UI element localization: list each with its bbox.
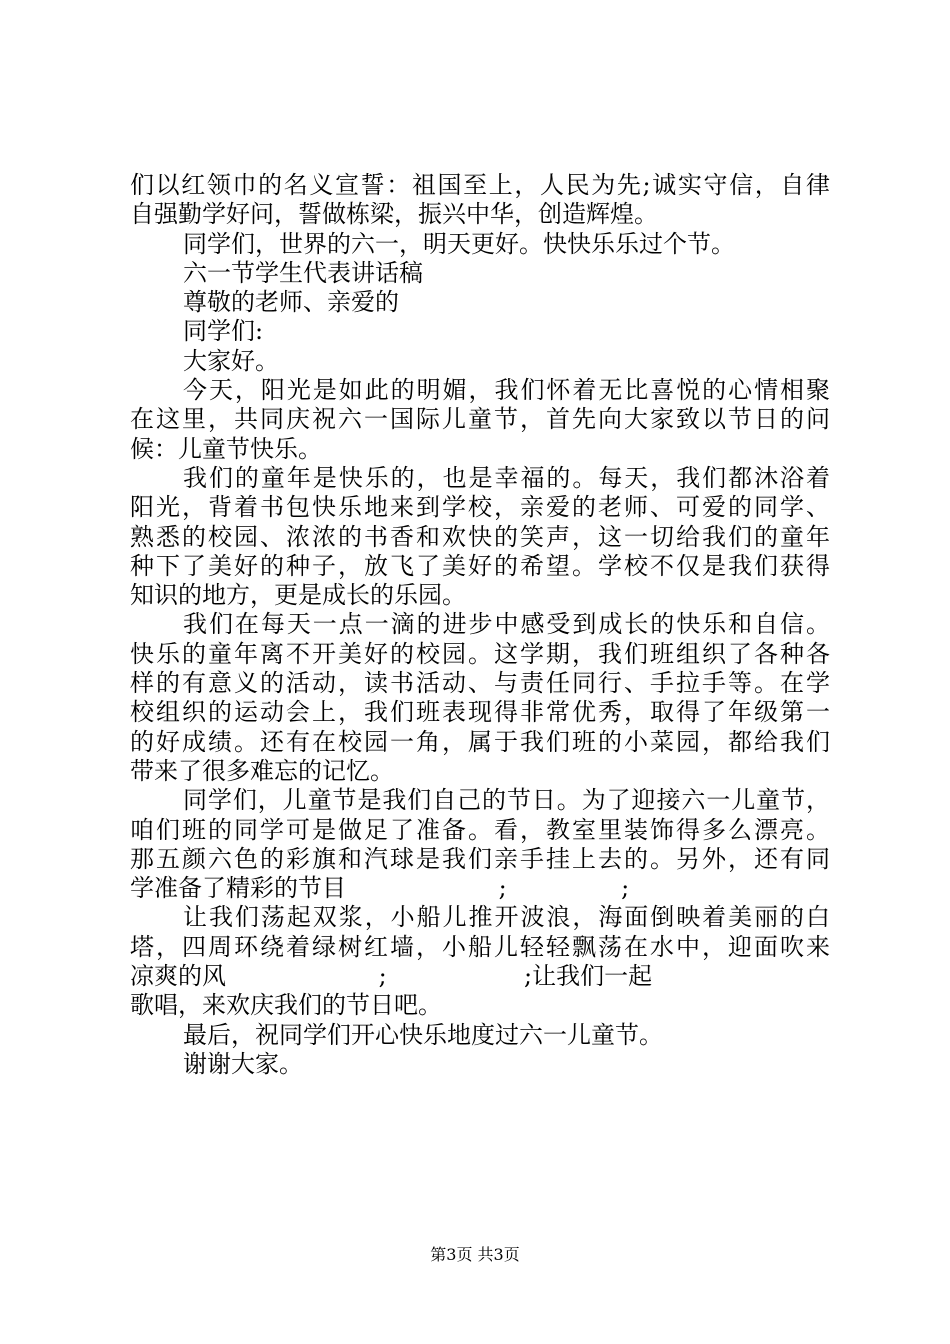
text-line: 尊敬的老师、亲爱的 <box>183 288 399 317</box>
text-line: 学准备了精彩的节目 ; ; <box>130 874 630 903</box>
text-line: 同学们，世界的六一，明天更好。快快乐乐过个节。 <box>183 229 735 258</box>
text-line: 凉爽的风 ; ;让我们一起 <box>130 962 653 991</box>
text-line: 自强勤学好问，誓做栋梁，振兴中华，创造辉煌。 <box>130 200 658 229</box>
text-line: 我们在每天一点一滴的进步中感受到成长的快乐和自信。 <box>183 610 830 639</box>
text-line: 同学们，儿童节是我们自己的节日。为了迎接六一儿童节， <box>183 786 830 815</box>
document-body <box>130 171 830 1079</box>
text-line: 的好成绩。还有在校园一角，属于我们班的小菜园，都给我们 <box>130 727 830 756</box>
text-line: 校组织的运动会上，我们班表现得非常优秀，取得了年级第一 <box>130 698 830 727</box>
text-line: 知识的地方，更是成长的乐园。 <box>130 581 466 610</box>
text-line: 今天，阳光是如此的明媚，我们怀着无比喜悦的心情相聚 <box>183 376 830 405</box>
text-line: 带来了很多难忘的记忆。 <box>130 756 394 785</box>
text-line: 种下了美好的种子，放飞了美好的希望。学校不仅是我们获得 <box>130 551 830 580</box>
text-line: 歌唱，来欢庆我们的节日吧。 <box>130 991 442 1020</box>
text-line: 最后，祝同学们开心快乐地度过六一儿童节。 <box>183 1020 663 1049</box>
text-line: 让我们荡起双浆，小船儿推开波浪，海面倒映着美丽的白 <box>183 903 830 932</box>
page-footer: 第3页 共3页 <box>430 1245 520 1264</box>
text-line: 快乐的童年离不开美好的校园。这学期，我们班组织了各种各 <box>130 639 830 668</box>
text-line: 塔，四周环绕着绿树红墙，小船儿轻轻飘荡在水中，迎面吹来 <box>130 932 830 961</box>
text-line: 大家好。 <box>183 346 279 375</box>
text-line: 阳光，背着书包快乐地来到学校，亲爱的老师、可爱的同学、 <box>130 493 830 522</box>
text-line: 在这里，共同庆祝六一国际儿童节，首先向大家致以节日的问 <box>130 405 830 434</box>
text-line: 六一节学生代表讲话稿 <box>183 258 423 287</box>
text-line: 我们的童年是快乐的，也是幸福的。每天，我们都沐浴着 <box>183 463 830 492</box>
text-line: 们以红领巾的名义宣誓：祖国至上，人民为先;诚实守信，自律 <box>130 171 830 199</box>
text-line: 样的有意义的活动，读书活动、与责任同行、手拉手等。在学 <box>130 669 830 698</box>
text-line: 候：儿童节快乐。 <box>130 434 322 463</box>
text-line: 咱们班的同学可是做足了准备。看，教室里装饰得多么漂亮。 <box>130 815 830 844</box>
text-line: 那五颜六色的彩旗和汽球是我们亲手挂上去的。另外，还有同 <box>130 844 830 873</box>
text-line: 同学们: <box>183 317 264 346</box>
text-line: 熟悉的校园、浓浓的书香和欢快的笑声，这一切给我们的童年 <box>130 522 830 551</box>
text-line: 谢谢大家。 <box>183 1049 303 1078</box>
